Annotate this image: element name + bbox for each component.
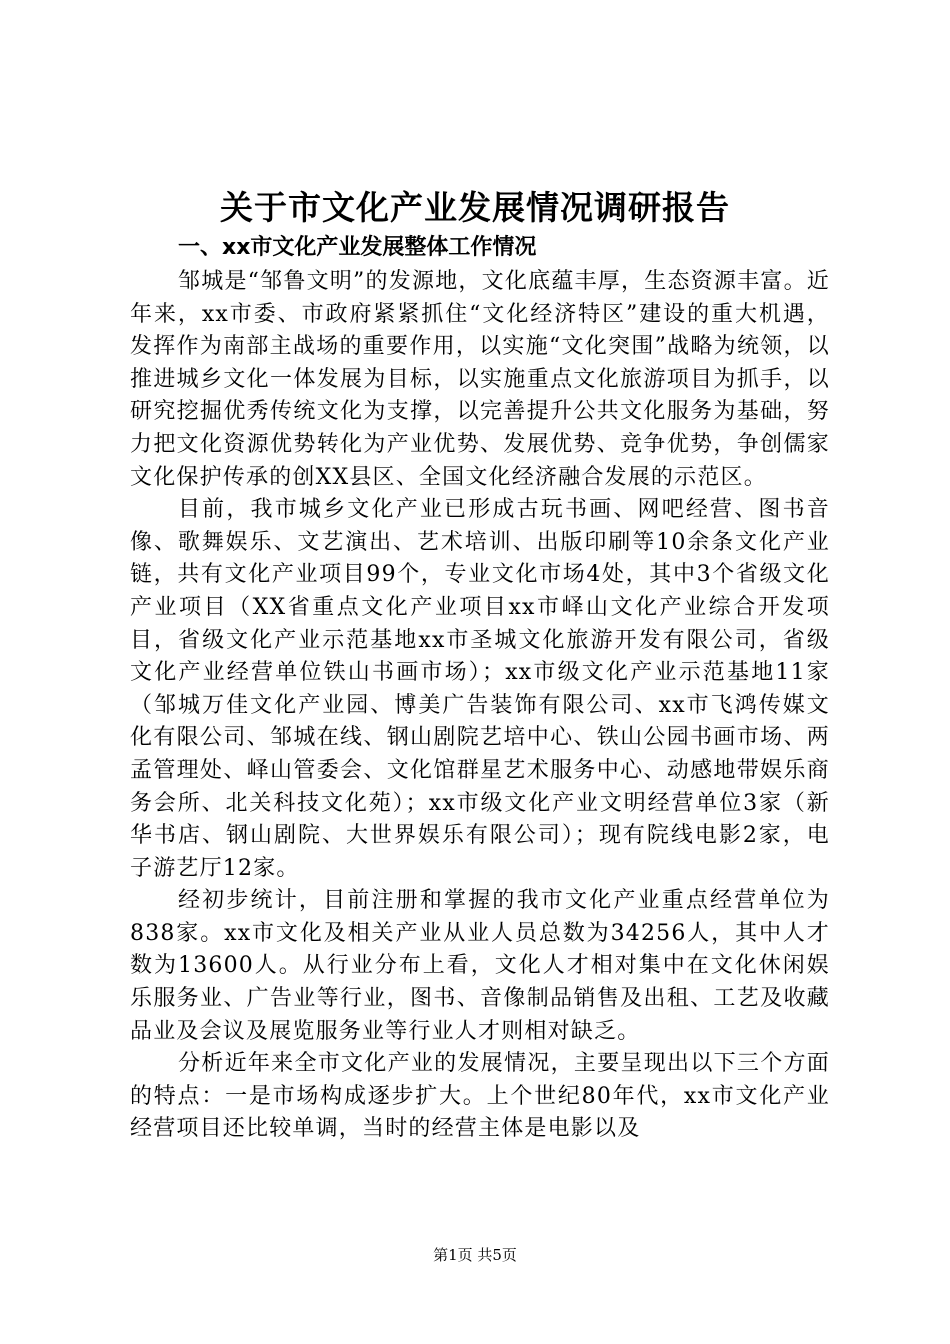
paragraph: 经初步统计，目前注册和掌握的我市文化产业重点经营单位为838家。xx市文化及相关产业从业人员总数为34256人，其中人才数为13600人。从行业分布上看，文化人才相对集中在文化休闲娱乐服务业、广告业等行业，图书、音像制品销售及出租、工艺及收藏品业及会议及展览服务业等行业人才则相对缺乏。 — [130, 888, 830, 1044]
document-title: 关于市文化产业发展情况调研报告 — [220, 188, 730, 227]
document-body — [130, 230, 830, 1146]
paragraph: 分析近年来全市文化产业的发展情况，主要呈现出以下三个方面的特点：一是市场构成逐步扩大。上个世纪80年代，xx市文化产业经营项目还比较单调，当时的经营主体是电影以及 — [130, 1051, 830, 1142]
paragraph: 目前，我市城乡文化产业已形成古玩书画、网吧经营、图书音像、歌舞娱乐、文艺演出、艺术培训、出版印刷等10余条文化产业链，共有文化产业项目99个，专业文化市场4处，其中3个省级文化产业项目（XX省重点文化产业项目xx市峄山文化产业综合开发项目，省级文化产业示范基地xx市圣城文化旅游开发有限公司，省级文化产业经营单位铁山书画市场）；xx市级文化产业示范基地11家（邹城万佳文化产业园、博美广告装饰有限公司、xx市飞鸿传媒文化有限公司、邹城在线、钢山剧院艺培中心、铁山公园书画市场、两孟管理处、峄山管委会、文化馆群星艺术服务中心、动感地带娱乐商务会所、北关科技文化苑）；xx市级文化产业文明经营单位3家（新华书店、钢山剧院、大世界娱乐有限公司）；现有院线电影2家，电子游艺厅12家。 — [130, 497, 830, 881]
paragraph: 邹城是“邹鲁文明”的发源地，文化底蕴丰厚，生态资源丰富。近年来，xx市委、市政府紧紧抓住“文化经济特区”建设的重大机遇，发挥作为南部主战场的重要作用，以实施“文化突围”战略为统领，以推进城乡文化一体发展为目标，以实施重点文化旅游项目为抓手，以研究挖掘优秀传统文化为支撑，以完善提升公共文化服务为基础，努力把文化资源优势转化为产业优势、发展优势、竞争优势，争创儒家文化保护传承的创XX县区、全国文化经济融合发展的示范区。 — [130, 269, 830, 490]
page-footer: 第1页 共5页 — [433, 1246, 517, 1264]
section-heading: 一、xx市文化产业发展整体工作情况 — [178, 235, 537, 260]
